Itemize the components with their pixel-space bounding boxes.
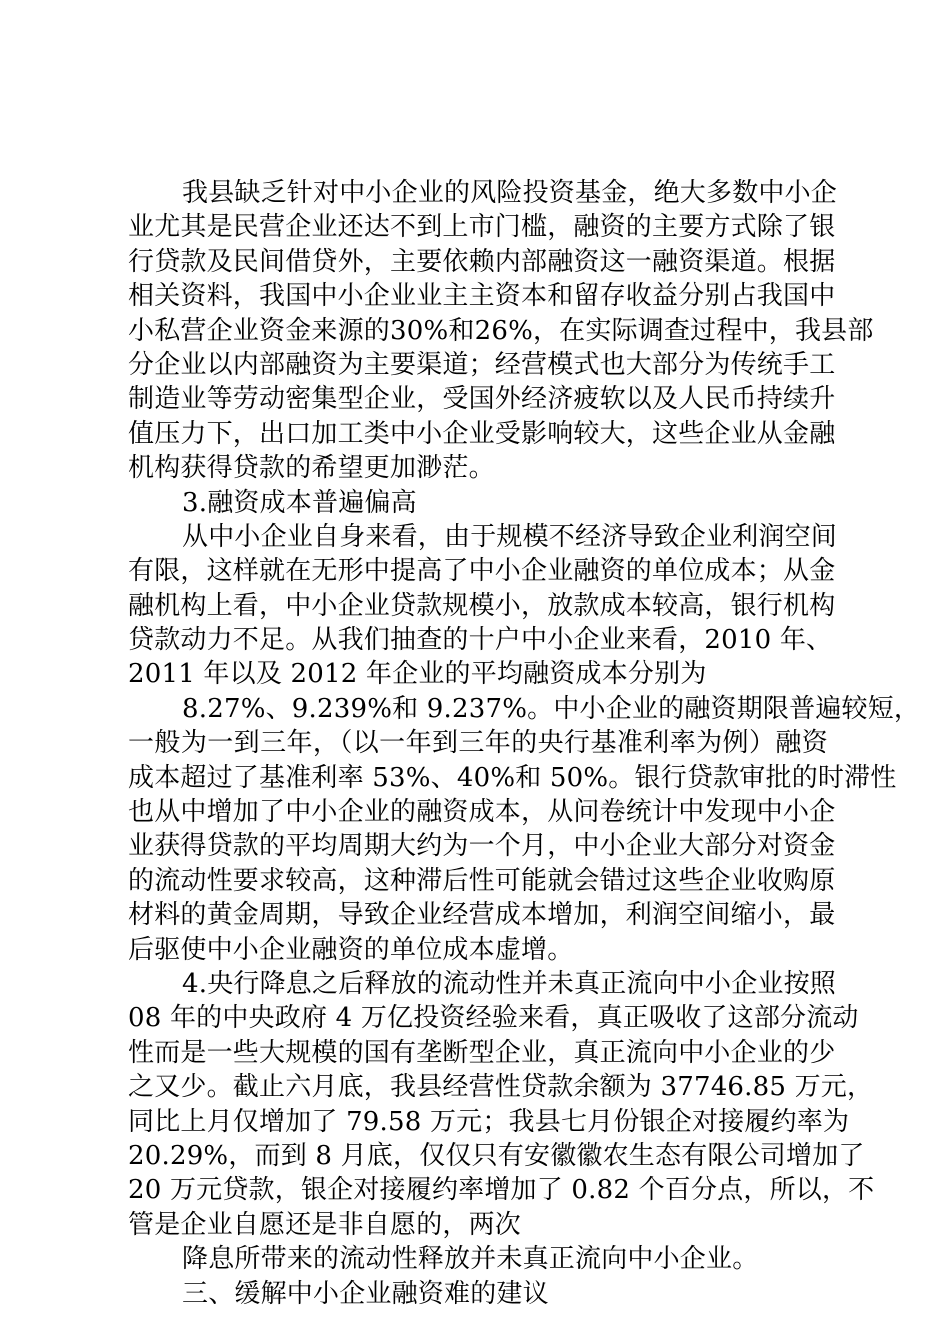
- text-line: 08 年的中央政府 4 万亿投资经验来看，真正吸收了这部分流动: [128, 1003, 859, 1034]
- text-line: 也从中增加了中小企业的融资成本，从问卷统计中发现中小企: [128, 797, 836, 828]
- text-line: 降息所带来的流动性释放并未真正流向中小企业。: [182, 1244, 759, 1275]
- text-line: 相关资料，我国中小企业业主主资本和留存收益分别占我国中: [128, 281, 836, 312]
- text-line: 的流动性要求较高，这种滞后性可能就会错过这些企业收购原: [128, 865, 836, 896]
- text-line: 20.29%，而到 8 月底，仅仅只有安徽徽农生态有限公司增加了: [128, 1140, 865, 1171]
- text-line: 2011 年以及 2012 年企业的平均融资成本分别为: [128, 659, 707, 690]
- text-line: 行贷款及民间借贷外，主要依赖内部融资这一融资渠道。根据: [128, 246, 836, 277]
- text-line: 20 万元贷款，银企对接履约率增加了 0.82 个百分点，所以，不: [128, 1175, 875, 1206]
- text-line: 后驱使中小企业融资的单位成本虚增。: [128, 934, 574, 965]
- text-line: 性而是一些大规模的国有垄断型企业，真正流向中小企业的少: [128, 1037, 836, 1068]
- text-line: 小私营企业资金来源的30%和26%，在实际调查过程中，我县部: [128, 315, 874, 346]
- text-line: 三、缓解中小企业融资难的建议: [182, 1278, 549, 1309]
- text-line: 3.融资成本普遍偏高: [182, 487, 417, 518]
- text-line: 我县缺乏针对中小企业的风险投资基金，绝大多数中小企: [182, 178, 838, 208]
- text-line: 机构获得贷款的希望更加渺茫。: [128, 453, 495, 484]
- text-line: 从中小企业自身来看，由于规模不经济导致企业利润空间: [182, 521, 838, 552]
- text-line: 材料的黄金周期，导致企业经营成本增加，利润空间缩小，最: [128, 900, 836, 931]
- text-line: 4.央行降息之后释放的流动性并未真正流向中小企业按照: [182, 968, 837, 999]
- text-line: 融机构上看，中小企业贷款规模小，放款成本较高，银行机构: [128, 590, 836, 621]
- text-line: 贷款动力不足。从我们抽查的十户中小企业来看，2010 年、: [128, 625, 833, 656]
- text-line: 制造业等劳动密集型企业，受国外经济疲软以及人民币持续升: [128, 384, 836, 415]
- text-line: 分企业以内部融资为主要渠道；经营模式也大部分为传统手工: [128, 349, 836, 380]
- text-line: 管是企业自愿还是非自愿的，两次: [128, 1209, 522, 1240]
- text-line: 值压力下，出口加工类中小企业受影响较大，这些企业从金融: [128, 418, 836, 449]
- text-line: 之又少。截止六月底，我县经营性贷款余额为 37746.85 万元，: [128, 1072, 874, 1103]
- text-line: 业获得贷款的平均周期大约为一个月，中小企业大部分对资金: [128, 831, 836, 862]
- text-line: 同比上月仅增加了 79.58 万元；我县七月份银企对接履约率为: [128, 1106, 850, 1137]
- text-line: 一般为一到三年，（以一年到三年的央行基准利率为例）融资: [128, 728, 828, 759]
- text-line: 成本超过了基准利率 53%、40%和 50%。银行贷款审批的时滞性: [128, 762, 897, 793]
- text-line: 业尤其是民营企业还达不到上市门槛，融资的主要方式除了银: [128, 212, 836, 243]
- text-line: 8.27%、9.239%和 9.237%。中小企业的融资期限普遍较短，: [182, 693, 921, 724]
- body-text: [128, 176, 921, 1311]
- text-line: 有限，这样就在无形中提高了中小企业融资的单位成本；从金: [128, 556, 836, 587]
